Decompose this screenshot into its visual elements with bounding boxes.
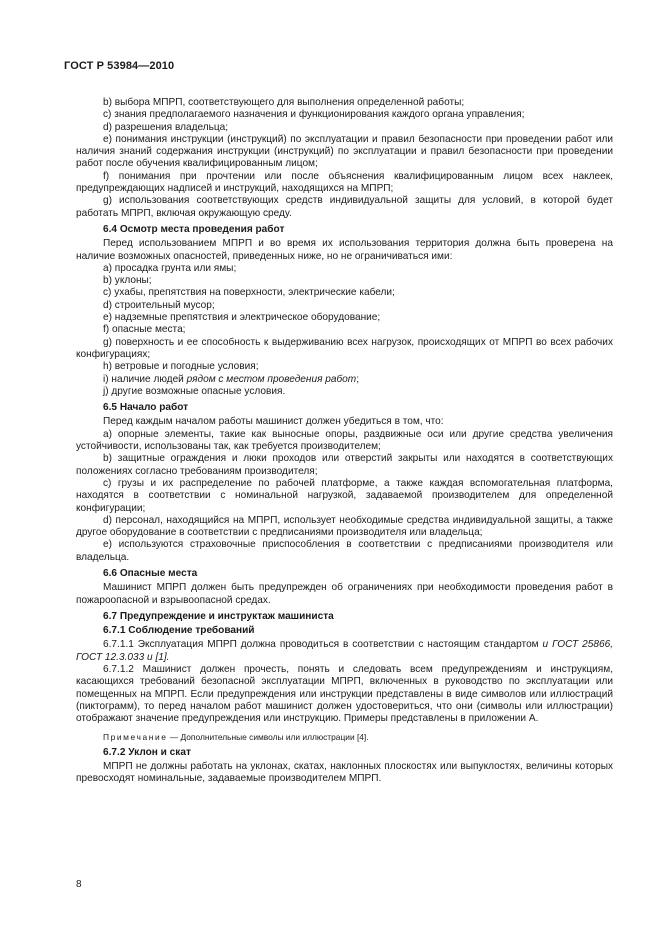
section-heading-6-4: 6.4 Осмотр места проведения работ	[103, 223, 285, 235]
list-item: h) ветровые и погодные условия;	[103, 361, 259, 373]
list-item-j: j) другие возможные опасные условия.	[103, 385, 286, 397]
list-item: e) надземные препятствия и электрическое оборудование;	[103, 312, 381, 324]
list-item-c: c) знания предполагаемого назначения и функционирования каждого органа управления;	[103, 109, 525, 121]
paragraph-6-7-1-1	[76, 639, 613, 664]
list-item: a) просадка грунта или ямы;	[103, 262, 237, 274]
section-heading-6-6: 6.6 Опасные места	[103, 567, 198, 579]
note-text: — Дополнительные символы или иллюстрации [4].	[167, 731, 369, 742]
list-item: b) уклоны;	[103, 275, 152, 287]
subsection-heading-6-7-2: 6.7.2 Уклон и скат	[103, 746, 191, 758]
list-item-e: e) понимания инструкции (инструкций) по эксплуатации и правил безопасности при проведении работ или наличия знаний содержания инструкции (инструкций) по эксплуатации и правил безопасности при проведении работ после обучения квалифицированным лицом;	[76, 133, 613, 170]
subsection-heading-6-7-1: 6.7.1 Соблюдение требований	[103, 625, 255, 637]
list-item: g) поверхность и ее способность к выдерживанию всех нагрузок, происходящих от МПРП во всех рабочих конфигурациях;	[76, 336, 613, 360]
list-item-i-end: ;	[356, 373, 360, 385]
list-item: e) используются страховочные приспособления в соответствии с предписаниями производителя или владельца.	[76, 539, 613, 563]
list-item: d) персонал, находящийся на МПРП, использует необходимые средства индивидуальной защиты, а также другое оборудование в соответствии с предписаниями производителя или владельца;	[76, 514, 613, 539]
list-item-i-emphasis: рядом с местом проведения работ	[186, 373, 357, 385]
paragraph-6-7-1-1-refs: и ГОСТ 25866, ГОСТ 12.3.033 и [1].	[76, 639, 613, 663]
section-6-5-intro: Перед каждым началом работы машинист должен убедиться в том, что:	[103, 416, 444, 428]
page-number: 8	[76, 879, 82, 890]
note-label: Примечание	[103, 731, 168, 742]
section-6-4-intro: Перед использованием МПРП и во время их использования территория должна быть проверена на наличие возможных опасностей, приведенных ниже, но не ограничиваться ими:	[76, 238, 613, 262]
list-item: d) строительный мусор;	[103, 299, 215, 311]
list-item-i-text: i) наличие людей	[103, 373, 187, 385]
section-heading-6-5: 6.5 Начало работ	[103, 402, 189, 414]
section-6-6-text: Машинист МПРП должен быть предупрежден об ограничениях при необходимости проведения работ в пожароопасной и взрывоопасной средах.	[76, 582, 613, 606]
list-item-d: d) разрешения владельца;	[103, 121, 229, 133]
list-item: c) ухабы, препятствия на поверхности, электрические кабели;	[103, 287, 395, 299]
section-heading-6-7: 6.7 Предупреждение и инструктаж машиниста	[103, 610, 334, 622]
list-item-b: b) выбора МПРП, соответствующего для выполнения определенной работы;	[103, 97, 465, 108]
list-item: f) опасные места;	[103, 324, 186, 336]
paragraph-6-7-1-2: 6.7.1.2 Машинист должен прочесть, понять и следовать всем предупреждениям и инструкциям, касающихся требований безопасной эксплуатации МПРП, включенных в руководство по эксплуатации или помещенных на МПРП. Если предупреждения или инструкции представлены в виде символов или иллюстраций (пиктограмм), то перед началом работ машинист должен удостовериться, что они (символы или иллюстрации) отображают значение предупреждения или инструкцию. Примеры представлены в приложении А.	[76, 664, 613, 725]
paragraph-6-7-1-1-text: 6.7.1.1 Эксплуатация МПРП должна проводиться в соответствии с настоящим стандартом	[103, 639, 543, 651]
list-item-g: g) использования соответствующих средств индивидуальной защиты для условий, в которой будет работать МПРП, включая окружающую среду.	[76, 195, 613, 219]
note	[76, 731, 613, 743]
list-item-i	[76, 374, 613, 386]
document-body	[76, 97, 613, 786]
paragraph-6-7-2: МПРП не должны работать на уклонах, скатах, наклонных плоскостях или выпуклостях, величины которых превосходят номинальные, задаваемые производителем МПРП.	[76, 761, 613, 785]
list-item: a) опорные элементы, такие как выносные опоры, раздвижные оси или другие средства увеличения устойчивости, использованы так, как требуется производителем;	[76, 428, 613, 453]
list-item-f: f) понимания при прочтении или после объяснения квалифицированным лицом всех наклеек, предупреждающих надписей и инструкций, находящихся на МПРП;	[76, 170, 613, 195]
list-item: c) грузы и их распределение по рабочей платформе, а также каждая вспомогательная платформа, находятся в соответствии с номинальной нагрузкой, задаваемой производителем для определенной конфигурации;	[76, 477, 613, 514]
list-item: b) защитные ограждения и люки проходов или отверстий закрыты или находятся в соответствующих положениях согласно требованиям производителя;	[76, 453, 613, 477]
document-header: ГОСТ Р 53984—2010	[64, 60, 175, 72]
